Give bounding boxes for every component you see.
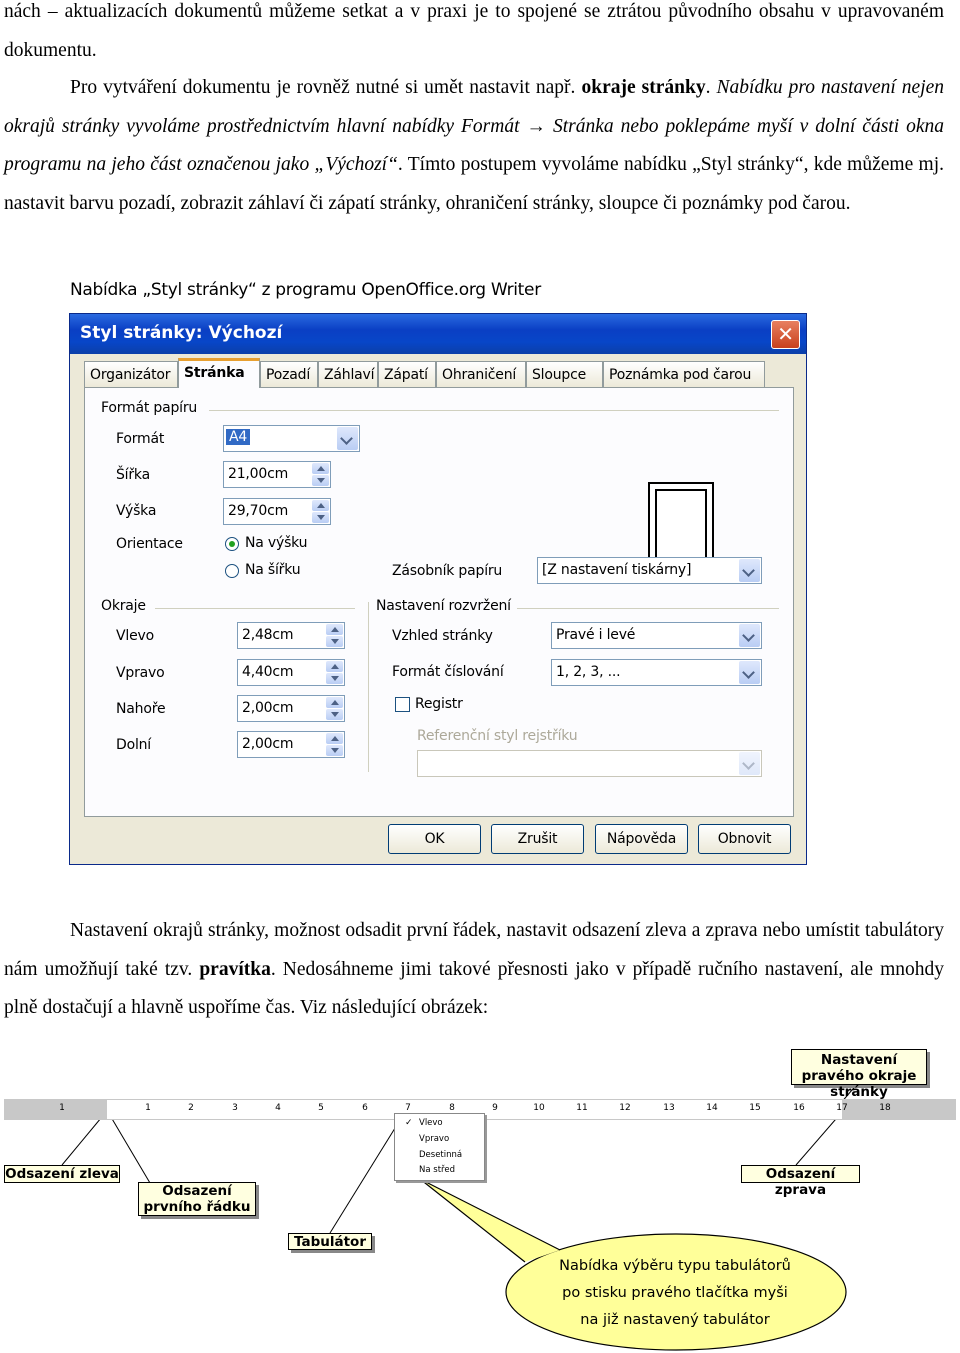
portrait-label[interactable]: Na výšku [245, 535, 308, 551]
callout-tabulator: Tabulátor [288, 1233, 372, 1250]
right-margin-label: Vpravo [116, 665, 165, 681]
reset-button[interactable]: Obnovit [698, 824, 791, 854]
tab-type-menu [394, 1113, 485, 1181]
ruler-tick-label: 1 [145, 1103, 151, 1113]
ruler-tick-label: 7 [405, 1103, 411, 1113]
left-margin-value: 2,48cm [242, 627, 294, 643]
right-margin-value: 4,40cm [242, 664, 294, 680]
ruler-tick-label: 15 [749, 1103, 761, 1113]
reference-style-label: Referenční styl rejstříku [417, 728, 578, 744]
margins-group-label: Okraje [101, 598, 146, 614]
tab-organizer[interactable]: Organizátor [84, 361, 178, 387]
ruler-tick-label: 3 [232, 1103, 238, 1113]
page-layout-value: Pravé i levé [556, 627, 636, 643]
ruler-tick-label: 6 [362, 1103, 368, 1113]
format-value: A4 [226, 429, 250, 445]
callout-right-margin: Nastavení pravého okraje stránky [791, 1049, 927, 1085]
tab-type-center[interactable]: Na střed [419, 1165, 455, 1175]
paragraph-2-run-3: . Tímto postupem vyvoláme nabídku „Styl stránky“, kde můžeme mj. nastavit barvu pozadí, zobrazit záhlaví či zápatí stránky, ohraničení stránky, sloupce či poznámky pod čarou. [4, 154, 944, 214]
page-layout-label: Vzhled stránky [392, 628, 493, 644]
ruler-right-margin [842, 1100, 956, 1119]
ruler-tick-label: 2 [188, 1103, 194, 1113]
paragraph-2-run-1: Pro vytváření dokumentu je rovněž nutné si umět nastavit např. [70, 77, 576, 98]
bubble-line-1: Nabídka výběru typu tabulátorů [559, 1258, 791, 1274]
width-label: Šířka [116, 467, 150, 483]
bubble-line-3: na již nastavený tabulátor [580, 1312, 770, 1328]
callout-bubble [540, 1253, 810, 1334]
landscape-label[interactable]: Na šířku [245, 562, 301, 578]
dialog-title: Styl stránky: Výchozí [80, 323, 283, 343]
callout-right-indent: Odsazení zprava [741, 1165, 860, 1183]
top-margin-value: 2,00cm [242, 700, 294, 716]
height-label: Výška [116, 503, 157, 519]
paragraph-3-run-2: . Nedosáhneme jimi takové přesnosti jako v případě ručního nastavení, ale mnohdy plně dostačují a hlavně uspoříme čas. Viz následující obrázek: [4, 958, 945, 1018]
paper-format-group-label: Formát papíru [101, 400, 198, 416]
ruler-tick-label: 10 [533, 1103, 545, 1113]
orientation-label: Orientace [116, 536, 183, 552]
tab-footer[interactable]: Zápatí [378, 361, 436, 387]
paragraph-2-italic: Nabídku pro nastavení nejen okrajů stránky vyvoláme prostřednictvím hlavní nabídky Formát → Stránka nebo poklepáme myší v dolní části okna programu na jeho část označenou jako „Výchozí“ [4, 77, 945, 175]
cancel-button[interactable]: Zrušit [491, 824, 584, 854]
help-button[interactable]: Nápověda [595, 824, 688, 854]
check-icon: ✓ [405, 1118, 413, 1128]
ruler-left-margin [4, 1100, 107, 1119]
bottom-margin-label: Dolní [116, 737, 151, 753]
bottom-margin-value: 2,00cm [242, 736, 294, 752]
format-label: Formát [116, 431, 165, 447]
ruler-tick-label: 14 [706, 1103, 718, 1113]
height-value: 29,70cm [228, 503, 289, 519]
callout-first-line-indent: Odsazení prvního řádku [138, 1182, 256, 1216]
top-margin-label: Nahoře [116, 701, 166, 717]
tab-columns[interactable]: Sloupce [526, 361, 603, 387]
width-value: 21,00cm [228, 466, 289, 482]
ruler-tick-label: 1 [59, 1103, 65, 1113]
ruler-tick-label: 17 [836, 1103, 848, 1113]
ruler-tick-label: 4 [275, 1103, 281, 1113]
tab-borders[interactable]: Ohraničení [436, 361, 526, 387]
tab-type-decimal[interactable]: Desetinná [419, 1150, 463, 1160]
ruler-tick-label: 12 [619, 1103, 631, 1113]
callout-left-indent: Odsazení zleva [5, 1166, 119, 1182]
tab-footnote[interactable]: Poznámka pod čarou [603, 361, 765, 387]
numbering-value: 1, 2, 3, ... [556, 664, 621, 680]
tab-header[interactable]: Záhlaví [318, 361, 378, 387]
paper-tray-label: Zásobník papíru [392, 563, 503, 579]
ruler-tick-label: 8 [449, 1103, 455, 1113]
paragraph-1-text: nách – aktualizacích dokumentů můžeme setkat a v praxi je to spojené se ztrátou původního obsahu v upravovaném dokumentu. [4, 1, 944, 61]
tab-page[interactable]: Stránka [178, 358, 260, 388]
ruler-tick-label: 5 [318, 1103, 324, 1113]
bubble-line-2: po stisku pravého tlačítka myši [562, 1285, 788, 1301]
paper-tray-value: [Z nastavení tiskárny] [542, 562, 692, 578]
left-margin-label: Vlevo [116, 628, 154, 644]
rulers-keyword: pravítka [199, 958, 271, 980]
close-button[interactable]: ✕ [771, 320, 800, 349]
figure-caption: Nabídka „Styl stránky“ z programu OpenOffice.org Writer [70, 280, 541, 300]
layout-group-label: Nastavení rozvržení [376, 598, 511, 614]
ruler-tick-label: 13 [663, 1103, 675, 1113]
ruler-tick-label: 9 [492, 1103, 498, 1113]
register-label[interactable]: Registr [415, 696, 463, 712]
tab-type-right[interactable]: Vpravo [419, 1134, 450, 1144]
tab-background[interactable]: Pozadí [260, 361, 318, 387]
ruler-tick-label: 16 [793, 1103, 805, 1113]
ok-button[interactable]: OK [388, 824, 481, 854]
tab-type-left[interactable]: Vlevo [419, 1118, 443, 1128]
paragraph-2-run-2: . [705, 77, 711, 98]
margins-keyword: okraje stránky [581, 77, 706, 98]
ruler-tick-label: 18 [879, 1103, 891, 1113]
paragraph-3-run-1: Nastavení okrajů stránky, možnost odsadit první řádek, nastavit odsazení zleva a zprava nebo umístit tabulátory nám umožňují také tzv. [4, 920, 944, 980]
numbering-label: Formát číslování [392, 664, 504, 680]
ruler-tick-label: 11 [576, 1103, 588, 1113]
